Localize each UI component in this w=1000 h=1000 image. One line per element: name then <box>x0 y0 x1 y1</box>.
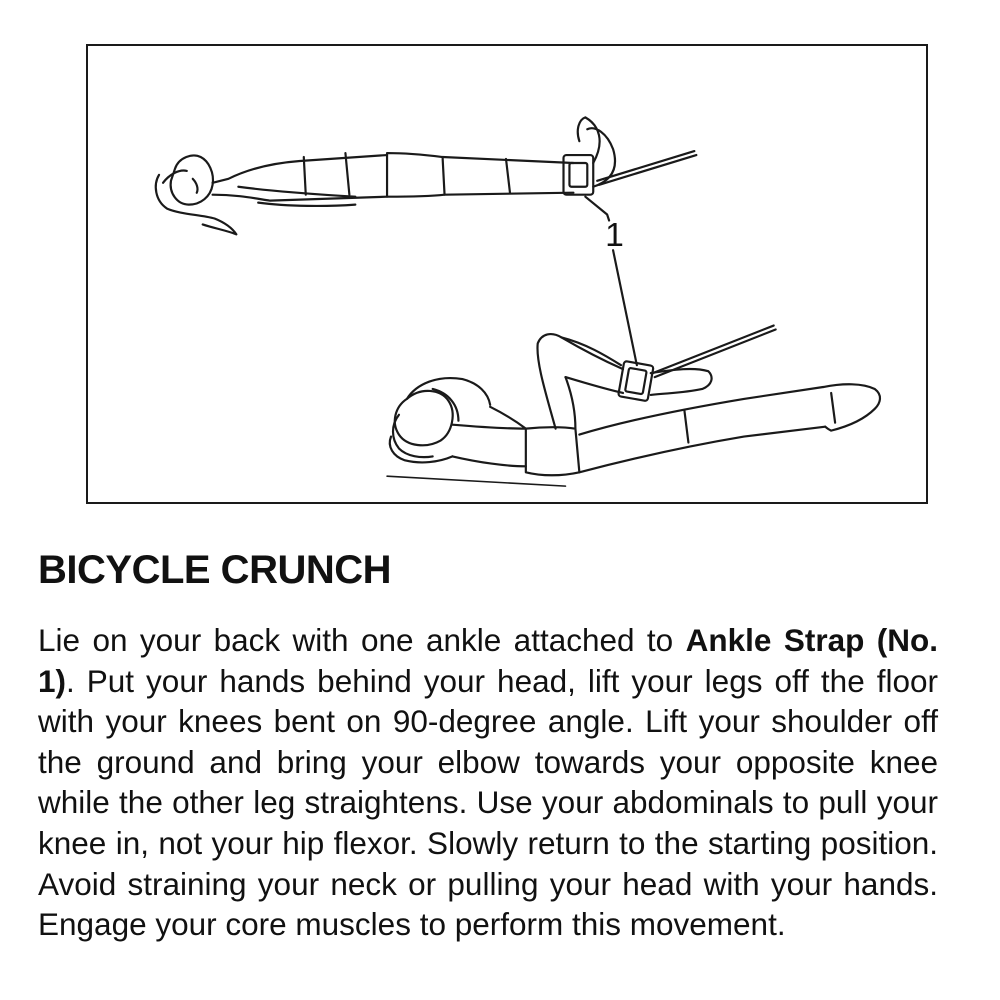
callout-line-bottom <box>613 250 637 365</box>
cable-top <box>597 151 694 181</box>
head-bottom <box>395 391 453 445</box>
head-top <box>171 156 213 205</box>
exercise-illustration <box>86 44 928 504</box>
shorts-top <box>387 153 444 197</box>
shorts-bottom <box>526 427 580 475</box>
instructions-intro: Lie on your back with one ankle attached to <box>38 622 686 658</box>
illustration-drawing <box>88 46 926 502</box>
ankle-strap-bottom <box>618 361 653 401</box>
cable-bottom <box>653 326 774 374</box>
exercise-title: BICYCLE CRUNCH <box>38 548 391 592</box>
ankle-strap-top <box>564 155 594 195</box>
floor-line <box>387 476 565 486</box>
callout-number: 1 <box>605 216 624 255</box>
figure-crunch <box>390 326 880 476</box>
ankle-strap-reference: Ankle Strap (No. 1) <box>38 622 938 699</box>
instructions-steps: . Put your hands behind your head, lift your legs off the floor with your knees bent on 90-degree angle. Lift your shoulder off the ground and bring your elbow towards your opposite knee while the other leg straightens. Use your abdominals to pull your knee in, not your hip flexor. Slowly return to the starting position. Avoid straining your neck or pulling your head with your hands. Engage your core muscles to perform this movement. <box>38 662 938 943</box>
exercise-instructions <box>38 620 938 945</box>
